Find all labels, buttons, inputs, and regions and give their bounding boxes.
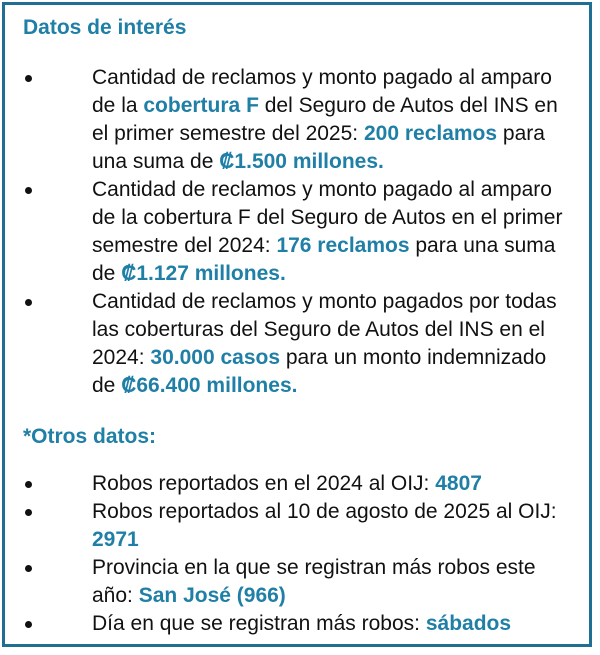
list-item-text (92, 554, 573, 610)
highlighted-value: 30.000 casos (150, 346, 280, 369)
datos-list (5, 64, 589, 400)
list-item (5, 610, 589, 638)
list-item (5, 554, 589, 610)
highlighted-value: ₡66.400 millones. (121, 374, 298, 397)
list-item (5, 470, 589, 498)
otros-list (5, 470, 589, 638)
highlighted-value: cobertura F (143, 94, 259, 117)
item-text: para una suma de (92, 122, 545, 173)
info-box (2, 2, 592, 647)
item-text: Robos reportados en el 2024 al OIJ: (92, 472, 436, 495)
highlighted-value: ₡1.127 millones. (121, 262, 286, 285)
list-item-text (92, 470, 573, 498)
item-text: Robos reportados al 10 de agosto de 2025 al OIJ: (92, 500, 557, 523)
highlighted-value: 200 reclamos (363, 122, 498, 145)
item-text: del Seguro de Autos del INS en el primer semestre del 2025: (92, 94, 558, 145)
list-item-text (92, 498, 573, 554)
list-item-text (92, 288, 573, 400)
bullet-icon (25, 75, 32, 82)
item-text: Provincia en la que se registran más robos este año: (92, 556, 536, 607)
item-text: Día en que se registran más robos: (92, 612, 426, 635)
bullet-icon (25, 621, 32, 628)
list-item-text (92, 176, 573, 288)
item-text: Cantidad de reclamos y monto pagado al amparo de la cobertura F del Seguro de Autos en el primer semestre del 2024: (92, 178, 563, 257)
item-text: Cantidad de reclamos y monto pagados por todas las coberturas del Seguro de Autos del INS en el 2024: (92, 290, 557, 369)
item-text: para una suma de (92, 234, 556, 285)
list-item-text (92, 610, 573, 638)
section-title-datos: Datos de interés (23, 16, 187, 39)
highlighted-value: ₡1.500 millones. (219, 150, 384, 173)
list-item (5, 288, 589, 400)
bullet-icon (25, 481, 32, 488)
list-item (5, 64, 589, 176)
bullet-icon (25, 565, 32, 572)
highlighted-value: 176 reclamos (276, 234, 410, 257)
item-text: Cantidad de reclamos y monto pagado al amparo de la (92, 66, 552, 117)
bullet-icon (25, 187, 32, 194)
list-item (5, 498, 589, 554)
bullet-icon (25, 299, 32, 306)
highlighted-value: sábados (425, 612, 512, 635)
list-item-text (92, 64, 573, 176)
highlighted-value: San José (966) (138, 584, 286, 607)
list-item (5, 176, 589, 288)
item-text: para un monto indemnizado de (92, 346, 547, 397)
highlighted-value: 4807 (435, 472, 482, 495)
bullet-icon (25, 509, 32, 516)
section-title-otros: *Otros datos: (23, 425, 157, 448)
highlighted-value: 2971 (92, 528, 139, 551)
